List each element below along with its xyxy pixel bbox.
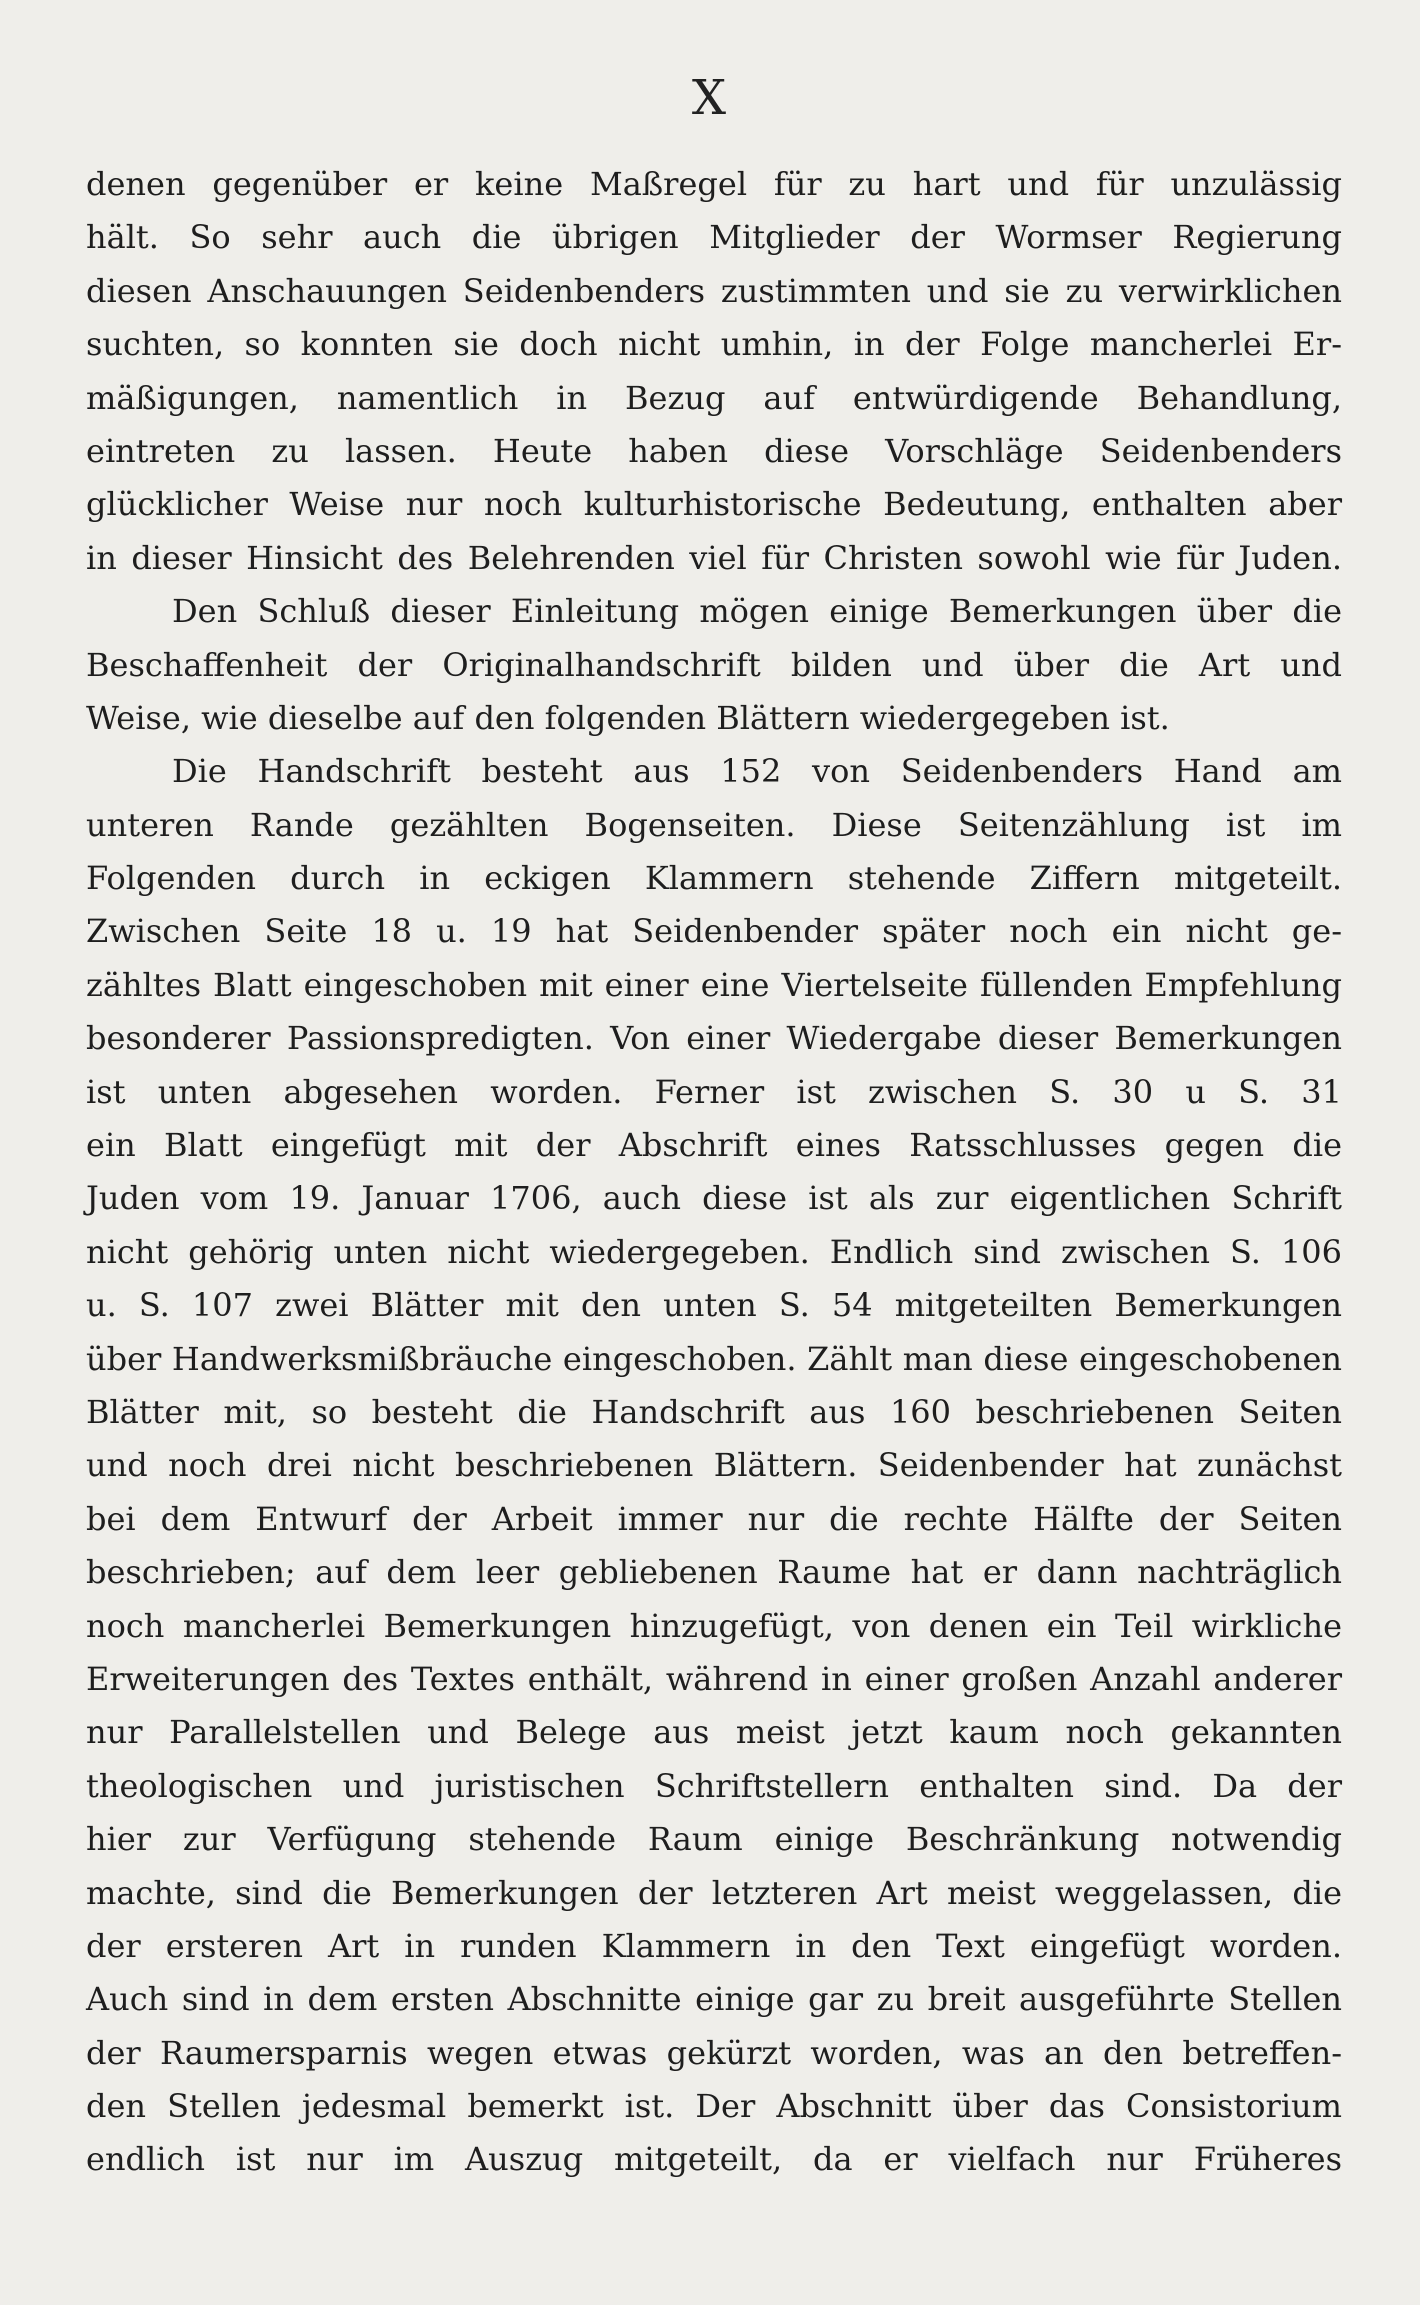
text-line: über Handwerksmißbräuche eingeschoben. Zählt man diese eingeschobenen: [86, 1339, 1342, 1378]
body-text: [86, 158, 1342, 2187]
paragraph: [86, 585, 1342, 745]
text-line: der ersteren Art in runden Klammern in den Text eingefügt worden.: [86, 1926, 1342, 1965]
text-line: Zwischen Seite 18 u. 19 hat Seidenbender später noch ein nicht ge-: [86, 912, 1342, 951]
text-line: ein Blatt eingefügt mit der Abschrift eines Ratsschlusses gegen die: [86, 1126, 1342, 1165]
text-line: Die Handschrift besteht aus 152 von Seidenbenders Hand am: [172, 752, 1342, 791]
text-line: Juden vom 19. Januar 1706, auch diese ist als zur eigentlichen Schrift: [86, 1179, 1342, 1218]
text-line: der Raumersparnis wegen etwas gekürzt worden, was an den betreffen-: [86, 2033, 1342, 2072]
text-line: endlich ist nur im Auszug mitgeteilt, da er vielfach nur Früheres: [86, 2140, 1342, 2179]
text-line: eintreten zu lassen. Heute haben diese Vorschläge Seidenbenders: [86, 431, 1342, 470]
text-line: hier zur Verfügung stehende Raum einige Beschränkung notwendig: [86, 1820, 1342, 1859]
text-line: in dieser Hinsicht des Belehrenden viel für Christen sowohl wie für Juden.: [86, 538, 1342, 577]
text-line: glücklicher Weise nur noch kulturhistorische Bedeutung, enthalten aber: [86, 485, 1342, 524]
paragraph: [86, 158, 1342, 585]
page-number: X: [691, 70, 729, 126]
text-line: beschrieben; auf dem leer gebliebenen Raume hat er dann nachträglich: [86, 1553, 1342, 1592]
text-line: Weise, wie dieselbe auf den folgenden Blättern wiedergegeben ist.: [86, 698, 1170, 737]
text-line: noch mancherlei Bemerkungen hinzugefügt, von denen ein Teil wirkliche: [86, 1606, 1342, 1645]
text-line: diesen Anschauungen Seidenbenders zustimmten und sie zu verwirklichen: [86, 271, 1342, 310]
text-line: nur Parallelstellen und Belege aus meist jetzt kaum noch gekannten: [86, 1713, 1342, 1752]
text-line: und noch drei nicht beschriebenen Blättern. Seidenbender hat zunächst: [86, 1446, 1342, 1485]
text-line: den Stellen jedesmal bemerkt ist. Der Abschnitt über das Consistorium: [86, 2087, 1342, 2126]
text-line: ist unten abgesehen worden. Ferner ist zwischen S. 30 u S. 31: [86, 1072, 1342, 1111]
text-line: Erweiterungen des Textes enthält, während in einer großen Anzahl anderer: [86, 1659, 1342, 1698]
text-line: u. S. 107 zwei Blätter mit den unten S. 54 mitgeteilten Bemerkungen: [86, 1286, 1342, 1325]
text-line: besonderer Passionspredigten. Von einer Wiedergabe dieser Bemerkungen: [86, 1019, 1342, 1058]
text-line: hält. So sehr auch die übrigen Mitglieder der Wormser Regierung: [86, 218, 1342, 257]
text-line: unteren Rande gezählten Bogenseiten. Diese Seitenzählung ist im: [86, 805, 1342, 844]
paragraph: [86, 745, 1342, 2187]
text-line: Beschaffenheit der Originalhandschrift bilden und über die Art und: [86, 645, 1342, 684]
text-line: zähltes Blatt eingeschoben mit einer eine Viertelseite füllenden Empfehlung: [86, 965, 1342, 1004]
text-line: Folgenden durch in eckigen Klammern stehende Ziffern mitgeteilt.: [86, 859, 1342, 898]
text-line: Auch sind in dem ersten Abschnitte einige gar zu breit ausgeführte Stellen: [86, 1980, 1342, 2019]
text-line: mäßigungen, namentlich in Bezug auf entwürdigende Behandlung,: [86, 378, 1342, 417]
text-line: Den Schluß dieser Einleitung mögen einige Bemerkungen über die: [172, 592, 1342, 631]
text-line: suchten, so konnten sie doch nicht umhin, in der Folge mancherlei Er-: [86, 325, 1342, 364]
text-line: nicht gehörig unten nicht wiedergegeben. Endlich sind zwischen S. 106: [86, 1232, 1342, 1271]
text-line: denen gegenüber er keine Maßregel für zu hart und für unzulässig: [86, 165, 1342, 203]
text-line: machte, sind die Bemerkungen der letzteren Art meist weggelassen, die: [86, 1873, 1342, 1912]
text-line: bei dem Entwurf der Arbeit immer nur die rechte Hälfte der Seiten: [86, 1499, 1342, 1538]
text-line: theologischen und juristischen Schriftstellern enthalten sind. Da der: [86, 1766, 1342, 1805]
text-line: Blätter mit, so besteht die Handschrift aus 160 beschriebenen Seiten: [86, 1392, 1342, 1431]
